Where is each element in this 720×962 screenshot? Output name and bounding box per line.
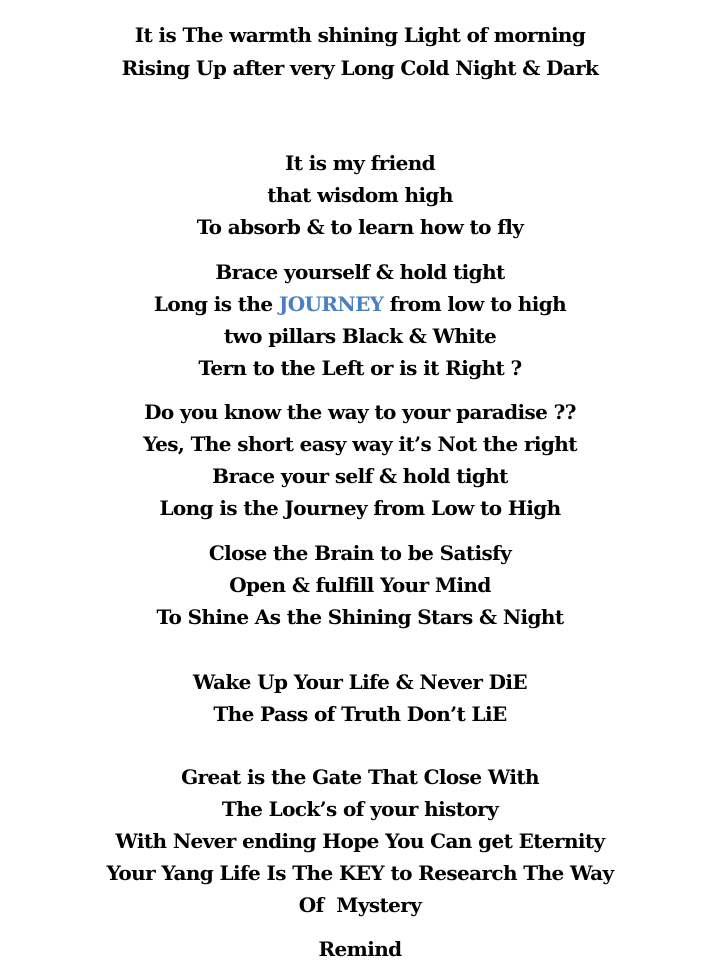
- poem-line: Rising Up after very Long Cold Night & Dark: [121, 56, 599, 80]
- journey-highlight: JOURNEY: [278, 292, 384, 316]
- poem-line: Open & fulfill Your Mind: [229, 573, 491, 597]
- poem-line: Brace yourself & hold tight: [215, 260, 505, 284]
- poem-line: With Never ending Hope You Can get Eternity: [115, 829, 605, 853]
- poem-line: Remind: [318, 937, 402, 961]
- poem-line: that wisdom high: [267, 183, 453, 207]
- poem-line: two pillars Black & White: [223, 324, 497, 348]
- poem-line: To absorb & to learn how to fly: [196, 215, 524, 239]
- poem-line-part: Long is the: [153, 292, 279, 316]
- poem-line: Of Mystery: [298, 893, 422, 917]
- poem-line: It is The warmth shining Light of morning: [134, 23, 586, 47]
- poem-line: Brace your self & hold tight: [212, 464, 508, 488]
- poem-line: The Pass of Truth Don’t LiE: [213, 702, 507, 726]
- poem-line: Tern to the Left or is it Right ?: [198, 356, 522, 380]
- poem-line: Yes, The short easy way it’s Not the right: [143, 432, 577, 456]
- poem-line: Do you know the way to your paradise ??: [144, 400, 576, 424]
- poem-line: It is my friend: [284, 151, 436, 175]
- poem-line: To Shine As the Shining Stars & Night: [156, 605, 564, 629]
- poem-line: Wake Up Your Life & Never DiE: [192, 670, 528, 694]
- poem-line-highlight: [0, 291, 720, 317]
- poem-line-part: from low to high: [383, 292, 567, 316]
- poem-line: Close the Brain to be Satisfy: [208, 541, 512, 565]
- poem-line: Long is the Journey from Low to High: [159, 496, 561, 520]
- poem-line: Great is the Gate That Close With: [181, 765, 539, 789]
- poem-line: The Lock’s of your history: [221, 797, 499, 821]
- poem-line: Your Yang Life Is The KEY to Research The Way: [106, 861, 614, 885]
